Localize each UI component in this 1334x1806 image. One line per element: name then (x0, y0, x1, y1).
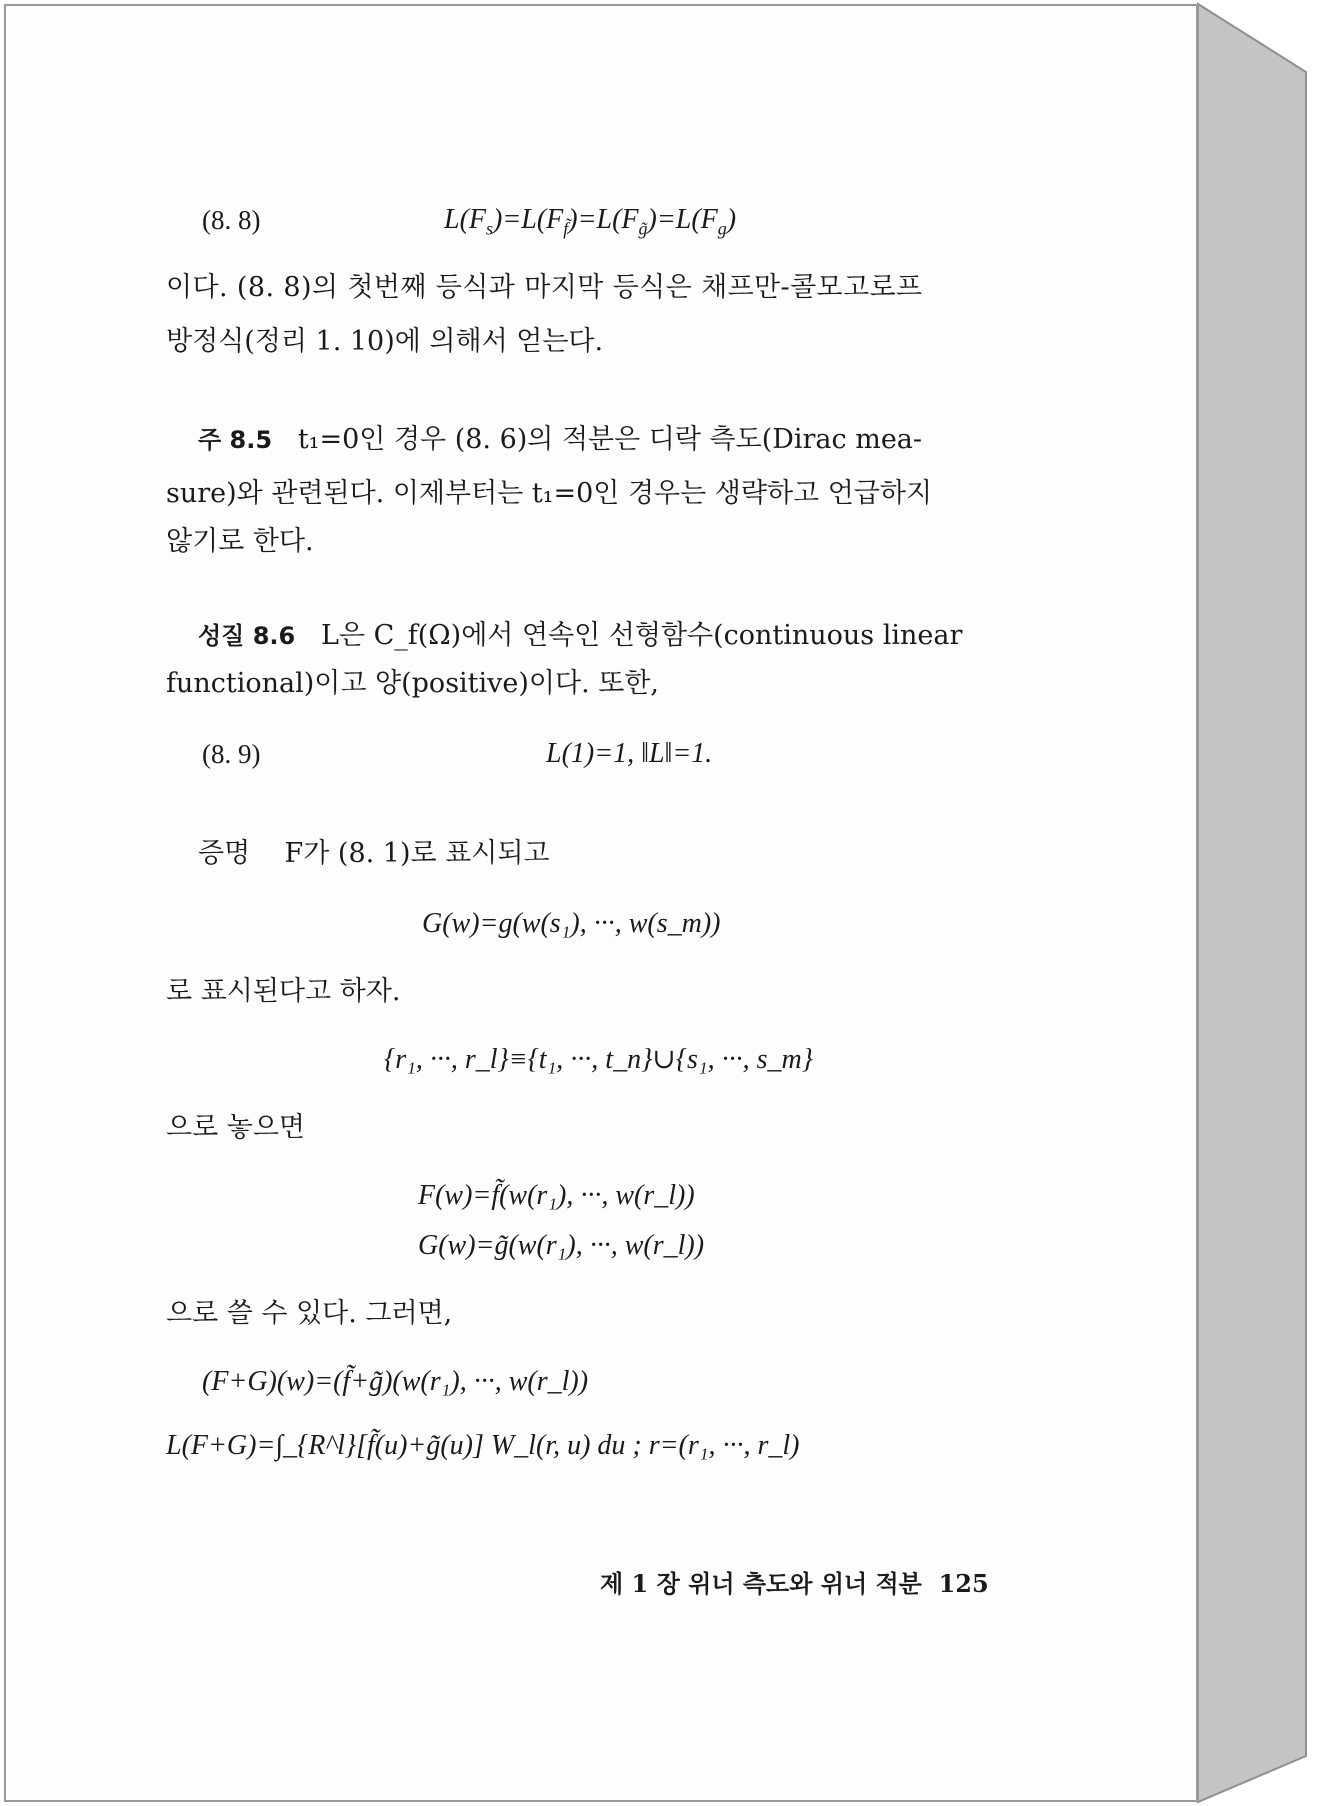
remark-8-5-line-3: 않기로 한다. (166, 526, 314, 557)
page-number: 125 (938, 1569, 989, 1598)
proof-line-2: 로 표시된다고 하자. (166, 976, 401, 1007)
equation-L-integral: L(F+G)=∫_{R^l}[f̃(u)+g̃(u)] W_l(r, u) du ; r=(r₁, ···, r_l) (166, 1430, 800, 1461)
remark-label: 주 8.5 (198, 426, 273, 454)
equation-G-2: G(w)=g̃(w(r₁), ···, w(r_l)) (418, 1230, 705, 1261)
property-8-6-line-2: functional)이고 양(positive)이다. 또한, (166, 668, 660, 699)
equation-G: G(w)=g(w(s₁), ···, w(s_m)) (422, 908, 721, 939)
book-spine-face (1198, 4, 1306, 1802)
proof-line-4: 으로 쓸 수 있다. 그러면, (166, 1298, 453, 1329)
equation-8-8: $L(F_s)=L(F_{f̃})=L(F_{g̃})=L(F_g)$ (444, 204, 737, 239)
equation-sum: (F+G)(w)=(f̃+g̃)(w(r₁), ···, w(r_l)) (202, 1366, 589, 1397)
paragraph-1-line-2: 방정식(정리 1. 10)에 의해서 얻는다. (166, 326, 604, 357)
chapter-title: 제 1 장 위너 측도와 위너 적분 (600, 1569, 922, 1598)
remark-8-5-line-2: sure)와 관련된다. 이제부터는 t₁=0인 경우는 생략하고 언급하지 (166, 478, 933, 509)
property-text: L은 C_f(Ω)에서 연속인 선형함수(continuous linear (321, 620, 963, 651)
paragraph-1-line-1: 이다. (8. 8)의 첫번째 등식과 마지막 등식은 채프만-콜모고로프 (166, 272, 923, 303)
equation-number-8-9: (8. 9) (202, 739, 261, 769)
equation-F: F(w)=f̃(w(r₁), ···, w(r_l)) (418, 1180, 695, 1211)
proof-text: F가 (8. 1)로 표시되고 (284, 838, 550, 869)
equation-8-9: L(1)=1, ‖L‖=1. (546, 738, 713, 769)
property-label: 성질 8.6 (198, 622, 296, 650)
proof-label: 증명 (198, 838, 251, 869)
remark-text: t₁=0인 경우 (8. 6)의 적분은 디락 측도(Dirac mea- (297, 424, 923, 455)
equation-number-8-8: (8. 8) (202, 205, 261, 235)
proof-line-3: 으로 놓으면 (166, 1112, 305, 1143)
equation-union: {r₁, ···, r_l}≡{t₁, ···, t_n}∪{s₁, ···, s_m} (384, 1044, 813, 1075)
